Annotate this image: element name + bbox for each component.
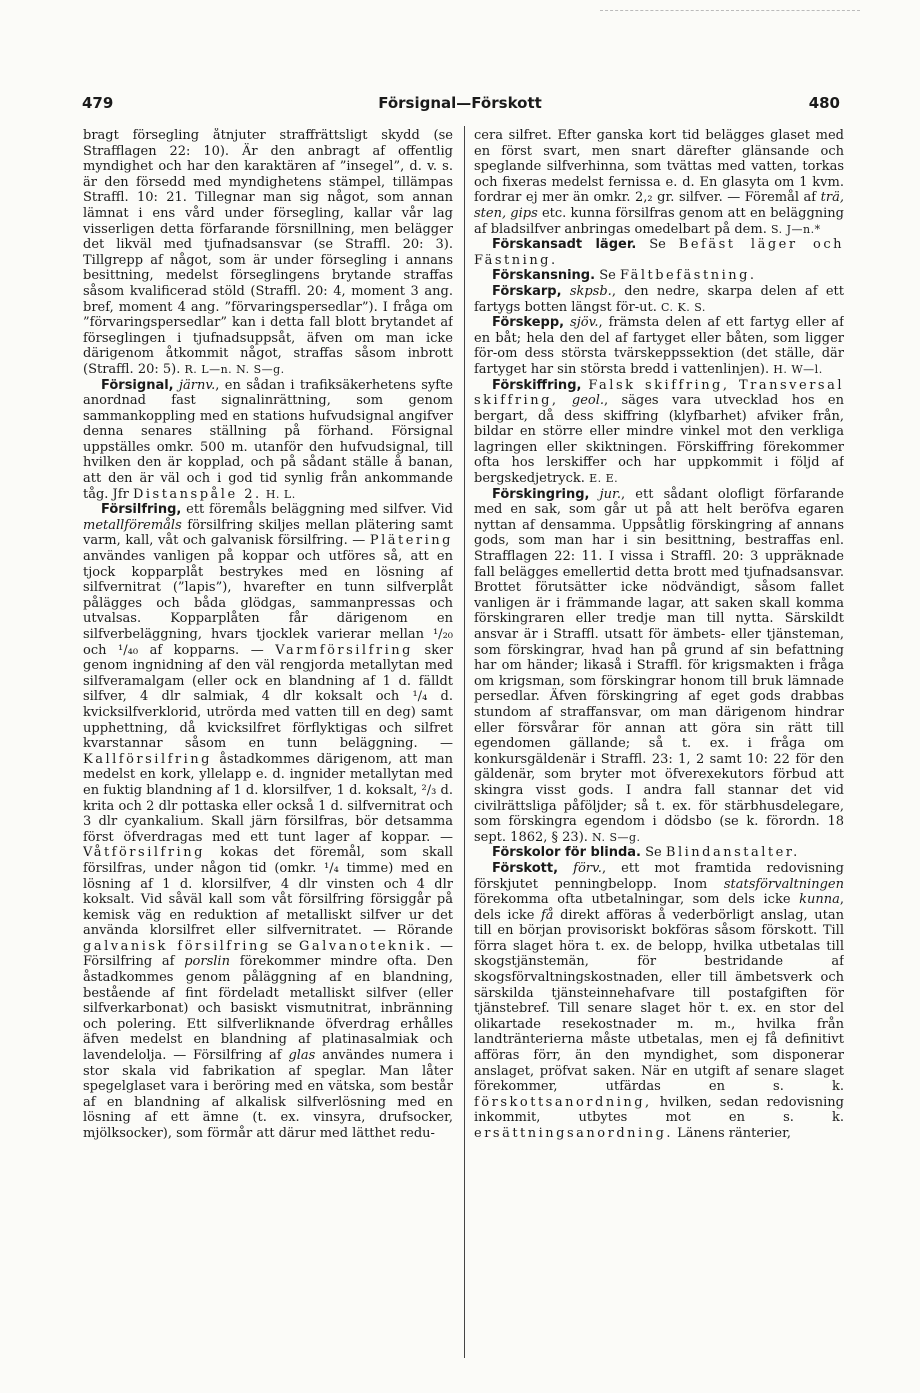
headword: Förskansning. xyxy=(492,268,596,284)
headword: Förskolor för blinda. xyxy=(492,845,641,861)
headword: Förskansadt läger. xyxy=(492,237,637,253)
cross-reference: Befäst läger och Fästning. xyxy=(474,237,844,268)
entry-forskansning: Förskansning. Se Fältbefästning. xyxy=(492,268,757,284)
headword: Förskiffring, xyxy=(492,377,582,393)
author-signature: S. J—n.* xyxy=(770,222,821,236)
author-signature: N. S—g. xyxy=(592,830,641,844)
author-signature: R. L—n. N. S—g. xyxy=(184,362,285,376)
entry-forskiffring: Förskiffring, Falsk skiffring, Transversal skiffring, geol., säges vara utvecklad hos en bergart, då dess skiffring (klyfbarhet) afviker från, bildar en större eller mindre vinkel mot den verkliga lagringen eller skiktningen. Förskiffring förekommer ofta hos lerskiffer och har uppkommit i följd af bergskedjetryck. E. E. xyxy=(474,377,844,487)
cross-reference: Galvanoteknik. xyxy=(299,938,433,954)
author-signature: C. K. S. xyxy=(661,300,706,314)
right-column xyxy=(474,128,844,1363)
scan-artifact-line xyxy=(600,10,860,12)
entry-forsilfring: Försilfring, ett föremåls beläggning med silfver. Vid metallföremåls försilfring skiljes mellan plätering samt varm, kall, våt och galvanisk försilfring. — Plätering användes vanligen på koppar och utföres så, att en tjock kopparplåt bestrykes med en lösning af silfvernitrat (”lapis”), hvarefter en tunn silfverplåt pålägges och båda glödgas, sammanpressas och utvalsas. Kopparplåten får därigenom en silfverbeläggning, hvars tjocklek varierar mellan ¹/₂₀ och ¹/₄₀ af kopparns. — Varmförsilfring sker genom ingnidning af den väl rengjorda metallytan med silfveramalgam (eller ock en blandning af 1 d. fälldt silfver, 4 dlr salmiak, 4 dlr koksalt och ¹/₄ d. kvicksilfverklorid, utrörda med vatten till en deg) samt upphettning, då kvicksilfret förflyktigas och silfret kvarstannar såsom en tunn beläggning. — Kallförsilfring åstadkommes därigenom, att man medelst en kork, yllelapp e. d. ingnider metallytan med en fuktig blandning af 1 d. klorsilfver, 1 d. koksalt, ²/₃ d. krita och 2 dlr pottaska eller också 1 d. silfvernitrat och 3 dlr cyankalium. Skall järn försilfras, bör detsamma först öfverdragas med ett tunt lager af koppar. — Våtförsilfring kokas det föremål, som skall försilfras, under någon tid (omkr. ¹/₄ timme) med en lösning af 1 d. klorsilfver, 4 dlr vinsten och 4 dlr koksalt. Vid såväl kall som våt försilfring försiggår på kemisk väg en reduktion af metalliskt silfver ur det använda klorsilfret eller silfvernitratet. — Rörande galvanisk försilfring se Galvanoteknik. — Försilfring af porslin förekommer mindre ofta. Den åstadkommes genom påläggning af en blandning, bestående af fint fördeladt metalliskt silfver (eller silfverkarbonat) och basiskt vismutnitrat, inbränning och polering. Ett silfverliknande öfverdrag erhålles äfven medelst en blandning af platinasalmiak och lavendelolja. — Försilfring af glas användes numera i stor skala vid fabrikation af speglar. Man låter spegelglaset vara i beröring med en vätska, som består af en blandning af alkalisk silfverlösning med en lösning af ett ämne (t. ex. vinsyra, drufsocker, mjölksocker), som förmår att därur med lätthet redu- xyxy=(83,502,453,1141)
cross-reference: Fältbefästning. xyxy=(619,268,757,284)
entry-forskarp: Förskarp, skpsb., den nedre, skarpa delen af ett fartygs botten längst för-ut. C. K. S. xyxy=(474,283,844,315)
headword: Förskepp, xyxy=(492,315,565,331)
headword: Förskarp, xyxy=(492,283,562,299)
running-title: Försignal—Förskott xyxy=(378,94,542,112)
headword: Förskingring, xyxy=(492,486,590,502)
headword: Försilfring, xyxy=(101,502,182,518)
page-header xyxy=(80,94,840,116)
entry-forskepp: Förskepp, sjöv., främsta delen af ett fartyg eller af en båt; hela den del af fartyget eller båten, som ligger för-om dess största tvärskeppssektion (det ställe, där fartyget har sin största bredd i vattenlinjen). H. W—l. xyxy=(474,315,844,377)
left-column xyxy=(83,128,453,1363)
headword: Försignal, xyxy=(101,377,174,393)
cross-reference: Distanspåle 2. xyxy=(132,486,262,502)
entry-forskott: Förskott, förv., ett mot framtida redovisning förskjutet penningbelopp. Inom statsförvaltningen förekomma ofta utbetalningar, som dels icke kunna, dels icke få direkt afföras å vederbörligt anslag, utan till en början provisoriskt bokföras såsom förskott. Till förra slaget höra t. ex. de belopp, hvilka utbetalas till skogstjänstemän, för bestridande af skogsförvaltningskostnaden, eller till ämbetsverk och särskilda tjänsteinnehafvare till postafgiften för tjänstebref. Till senare slaget hör t. ex. en stor del olikartade resekostnader m. m., hvilka från landtränterierna måste utbetalas, men ej få definitivt afföras förr, än den myndighet, som disponerar anslaget, pröfvat saken. När en utgift af senare slaget förekommer, utfärdas en s. k. förskottsanordning, hvilken, sedan redovisning inkommit, utbytes mot en s. k. ersättningsanordning. Länens ränterier, xyxy=(474,860,844,1141)
cross-reference: Blindanstalter. xyxy=(665,845,800,861)
entry-forskingring: Förskingring, jur., ett sådant olofligt förfarande med en sak, som går ut på att helt beröfva egaren nyttan af densamma. Uppsåtlig förskingring af annans gods, som man har i sin besittning, bestraffas enl. Strafflagen 22: 11. I vissa i Straffl. 20: 3 uppräknade fall belägges emellertid detta brott med tjufnadsansvar. Brottet förutsätter icke nödvändigt, såsom fallet vanligen är i främmande lagar, att saken skall komma förskingraren eller tredje man till nytta. Särskildt ansvar är i Straffl. utsatt för ämbets- eller tjänsteman, som förskingrar, hvad han på grund af sin befattning har om händer; likaså i Straffl. för krigsmakten i fråga om krigsman, som förskingrar honom till bruk lämnade persedlar. Äfven förskingring af eget gods drabbas stundom af straffansvar, om man därigenom hindrar eller försvårar för annan att göra sin rätt till egendomen gällande; så t. ex. i fråga om konkursgäldenär i Straffl. 23: 1, 2 samt 10: 22 för den gäldenär, som bryter mot öfverexekutors förbud att skingra visst gods. I andra fall stannar det vid civilrättsliga påföljder; så t. ex. för stärbhusdelegare, som förskingra egendom i dödsbo (se k. förordn. 18 sept. 1862, § 23). N. S—g. xyxy=(474,486,844,845)
entry-forsignal: Försignal, järnv., en sådan i trafiksäkerhetens syfte anordnad fast signalinrättning, som genom sammankoppling med en stations hufvudsignal angifver denna senares ställning på förhand. Försignal uppställes omkr. 500 m. utanför den hufvudsignal, till hvilken den är kopplad, och på sådant ställe å banan, att den är väl och i god tid synlig från ankommande tåg. Jfr Distanspåle 2. H. L. xyxy=(83,377,453,502)
right-page-number: 480 xyxy=(808,94,840,112)
author-signature: H. L. xyxy=(265,487,296,501)
author-signature: E. E. xyxy=(589,472,619,486)
continued-paragraph: bragt försegling åtnjuter straffrättsligt skydd (se Strafflagen 22: 10). Är den anbragt af offentlig myndighet och har den karaktären af ”insegel”, d. v. s. är den försedd med myndighetens stämpel, tillämpas Straffl. 10: 21. Tillegnar man sig något, som annan lämnat i ens vård under försegling, kallar vår lag visserligen detta förfarande försnillning, men belägger det likväl med tjufnadsansvar (se Straffl. 20: 3). Tillgrepp af något, som är under försegling i annans besittning, medelst förseglingens brytande straffas såsom kvalificerad stöld (Straffl. 20: 4, moment 3 ang. bref, moment 4 ang. ”förvaringspersedlar”). I fråga om ”förvaringspersedlar” kan i detta fall blott brytandet af förseglingen i tjufnadsuppsåt, äfven om man icke därigenom åtkommit något, straffas såsom inbrott (Straffl. 20: 5). R. L—n. N. S—g. xyxy=(83,128,453,377)
headword: Förskott, xyxy=(492,860,559,876)
author-signature: H. W—l. xyxy=(773,362,823,376)
continued-paragraph: cera silfret. Efter ganska kort tid belägges glaset med en först svart, men snart därefter glänsande och speglande silfverhinna, som tvättas med vatten, torkas och fixeras medelst fernissa e. d. En glasyta om 1 kvm. fordrar ej mer än omkr. 2,₂ gr. silfver. — Föremål af trä, sten, gips etc. kunna försilfras genom att en beläggning af bladsilfver anbringas omedelbart på dem. S. J—n.* xyxy=(474,128,844,237)
left-page-number: 479 xyxy=(82,94,114,112)
entry-forskolor-for-blinda: Förskolor för blinda. Se Blindanstalter. xyxy=(492,845,800,861)
column-divider xyxy=(464,126,465,1358)
entry-forskansadt-lager: Förskansadt läger. Se Befäst läger och Fästning. xyxy=(474,237,844,268)
